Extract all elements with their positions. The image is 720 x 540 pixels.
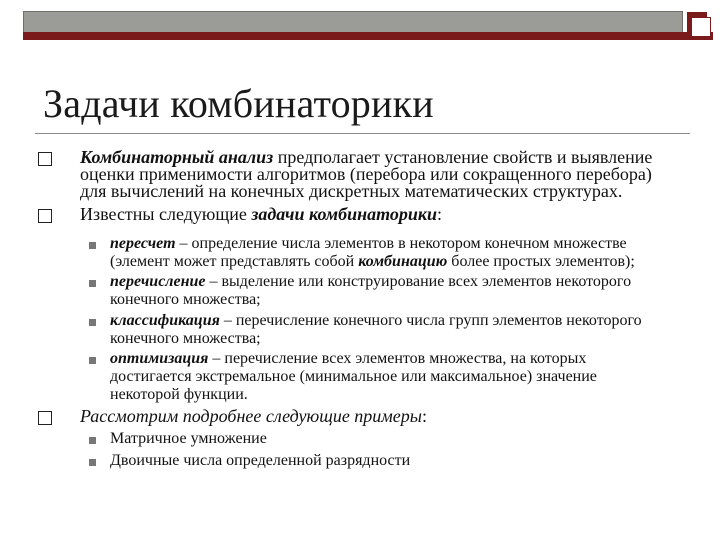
body-text: : (421, 406, 427, 426)
body-text: Известны следующие (80, 204, 252, 224)
text-line: конечного множества; (110, 291, 261, 308)
list-item (80, 149, 720, 200)
sub-list-item (110, 235, 720, 271)
body-text: – выделение или конструирование всех элементов некоторого (205, 273, 632, 290)
text-line (110, 253, 720, 271)
small-square-bullet-icon (89, 319, 96, 326)
body-text: предполагает установление свойств и выявление (273, 147, 653, 167)
square-bullet-icon (38, 152, 52, 166)
term-text: пересчет (110, 235, 176, 252)
sub-list-item (110, 312, 720, 348)
body-text: более простых элементов); (447, 253, 635, 270)
term-text: комбинацию (358, 253, 448, 270)
slide-title: Задачи комбинаторики (43, 81, 434, 126)
body-text: : (437, 204, 443, 224)
list-item (80, 206, 720, 223)
text-line: для вычислений на конечных дискретных математических структурах. (80, 181, 623, 201)
text-line (110, 350, 720, 368)
term-text: Комбинаторный анализ (80, 147, 274, 167)
text-line: Матричное умножение (110, 430, 267, 447)
body-text-italic: Рассмотрим подробнее следующие примеры (80, 406, 422, 426)
small-square-bullet-icon (89, 437, 96, 444)
text-line (80, 206, 720, 223)
text-line (110, 312, 720, 330)
body-text: (элемент может представлять собой (110, 253, 359, 270)
body-text: – перечисление всех элементов множества, на которых (208, 350, 587, 367)
small-square-bullet-icon (89, 280, 96, 287)
body-text: – определение числа элементов в некотором конечном множестве (175, 235, 627, 252)
text-line: некоторой функции. (110, 386, 248, 403)
text-line: достигается экстремальное (минимальное или максимальное) значение (110, 368, 597, 385)
term-text: перечисление (110, 273, 206, 290)
text-line: оценки применимости алгоритмов (перебора или сокращенного перебора) (80, 164, 652, 184)
body-text: – перечисление конечного числа групп элементов некоторого (219, 312, 642, 329)
list-item (80, 408, 720, 425)
text-line (80, 408, 720, 425)
text-line (110, 273, 720, 291)
sub-list-item (110, 273, 720, 309)
sub-list-item (110, 452, 720, 470)
small-square-bullet-icon (89, 357, 96, 364)
text-line: конечного множества; (110, 330, 261, 347)
small-square-bullet-icon (89, 242, 96, 249)
term-text: оптимизация (110, 350, 209, 367)
square-bullet-icon (38, 209, 52, 223)
sub-list-item (110, 430, 720, 448)
term-text: задачи комбинаторики (251, 204, 437, 224)
text-line: Двоичные числа определенной разрядности (110, 452, 411, 469)
small-square-bullet-icon (89, 459, 96, 466)
sub-list-item (110, 350, 720, 404)
square-bullet-icon (38, 411, 52, 425)
text-line (110, 235, 720, 253)
term-text: классификация (110, 312, 220, 329)
